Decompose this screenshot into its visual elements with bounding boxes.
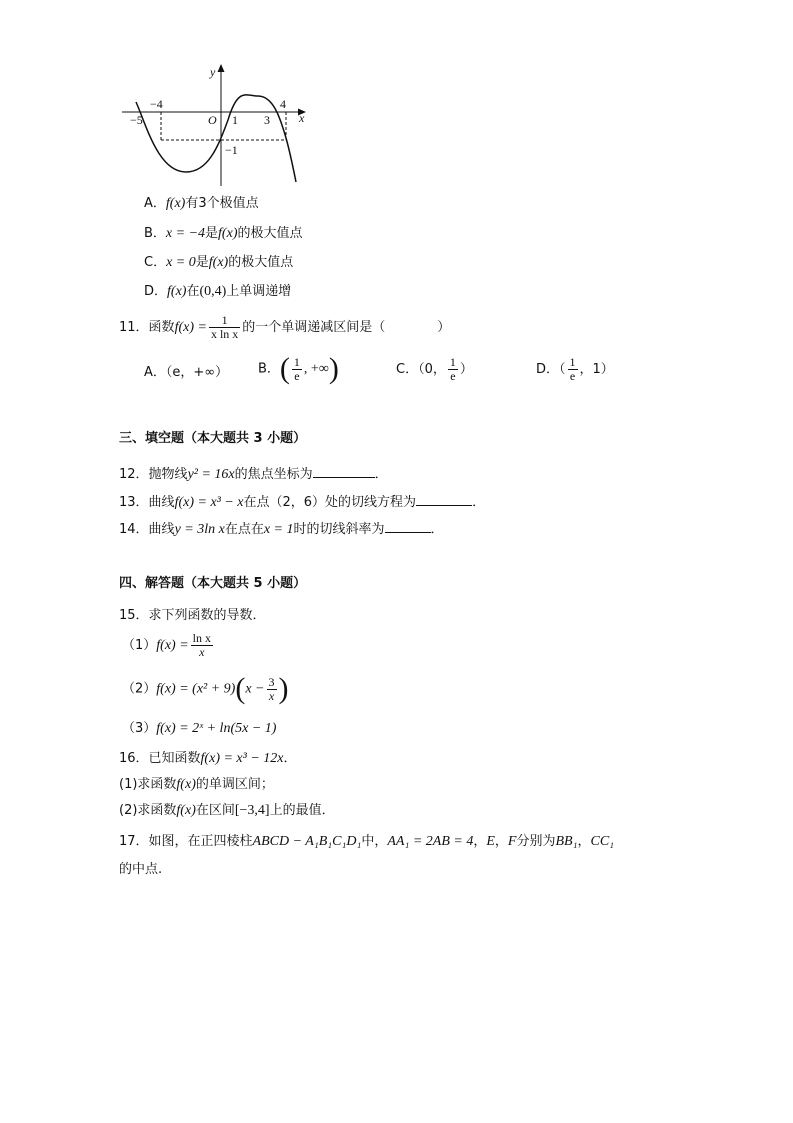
q11-stem: 11．函数f(x) = $\frac{1}{\text{x ln x}}$ 的一个单调递减区间是（ ）	[119, 313, 451, 341]
q15-part-2: （2）f(x) = (x² + 9)(x − $\frac{3}{x}$ )	[122, 672, 289, 705]
function-graph	[118, 62, 318, 192]
q15-stem: 15．求下列函数的导数．	[119, 608, 266, 623]
x-label: x	[299, 111, 305, 125]
q16-stem: 16．已知函数f(x) = x³ − 12x．	[119, 751, 297, 766]
q16-sub-1: (1)求函数f(x)的单调区间；	[119, 777, 274, 792]
q15-part-3: （3）f(x) = 2ˣ + ln(5x − 1)	[122, 721, 277, 736]
q11-option-d[interactable]: D．（ $\frac{1}{e}$ ，1）	[536, 355, 614, 383]
q11-option-a[interactable]: A．（e，+∞）	[144, 365, 229, 380]
q13-answer-blank[interactable]	[416, 492, 472, 506]
q16-sub-2: (2)求函数f(x)在区间[−3,4]上的最值．	[119, 803, 335, 818]
q13: 13．曲线f(x) = x³ − x在点（2，6）处的切线方程为 ．	[119, 492, 485, 512]
q14-answer-blank[interactable]	[385, 519, 431, 533]
label-neg1: −1	[225, 143, 238, 157]
origin-label: O	[208, 113, 217, 127]
label-3: 3	[264, 113, 270, 127]
q10-option-b[interactable]: B．x = −4是f(x)的极大值点	[144, 226, 303, 241]
q12-answer-blank[interactable]	[313, 464, 375, 478]
q17-line-2: 的中点.	[119, 862, 163, 877]
y-axis-arrow	[218, 64, 225, 72]
q15-part-1: （1）f(x) = $\frac{\text{ln x}}{x}$	[122, 631, 211, 659]
section-3-title: 三、填空题（本大题共 3 小题）	[119, 431, 307, 446]
label-neg4: −4	[150, 97, 163, 111]
section-4-title: 四、解答题（本大题共 5 小题）	[119, 576, 307, 591]
q10-option-c[interactable]: C．x = 0是f(x)的极大值点	[144, 255, 294, 270]
q11-fraction: $\frac{1}{\text{x ln x}}$	[210, 313, 239, 341]
q11-option-c[interactable]: C．（0， $\frac{1}{e}$ ）	[396, 355, 473, 383]
label-neg5: −5	[130, 113, 143, 127]
label-4: 4	[280, 97, 286, 111]
q14: 14．曲线y = 3ln x在点在x = 1时的切线斜率为 ．	[119, 519, 444, 539]
q10-option-a[interactable]: A．f(x)有3个极值点	[144, 196, 259, 211]
y-label: y	[210, 65, 216, 79]
q12: 12．抛物线y² = 16x的焦点坐标为 ．	[119, 464, 388, 484]
q10-option-d[interactable]: D．f(x)在(0,4)上单调递增	[144, 284, 292, 299]
q11-option-b[interactable]: B．( $\frac{1}{e}$ , +∞)	[258, 352, 339, 385]
q17-line-1: 17．如图，在正四棱柱ABCD − A₁B₁C₁D₁中，AA₁ = 2AB = 4，E，F分别为BB₁，CC₁	[119, 834, 615, 849]
label-1: 1	[232, 113, 238, 127]
